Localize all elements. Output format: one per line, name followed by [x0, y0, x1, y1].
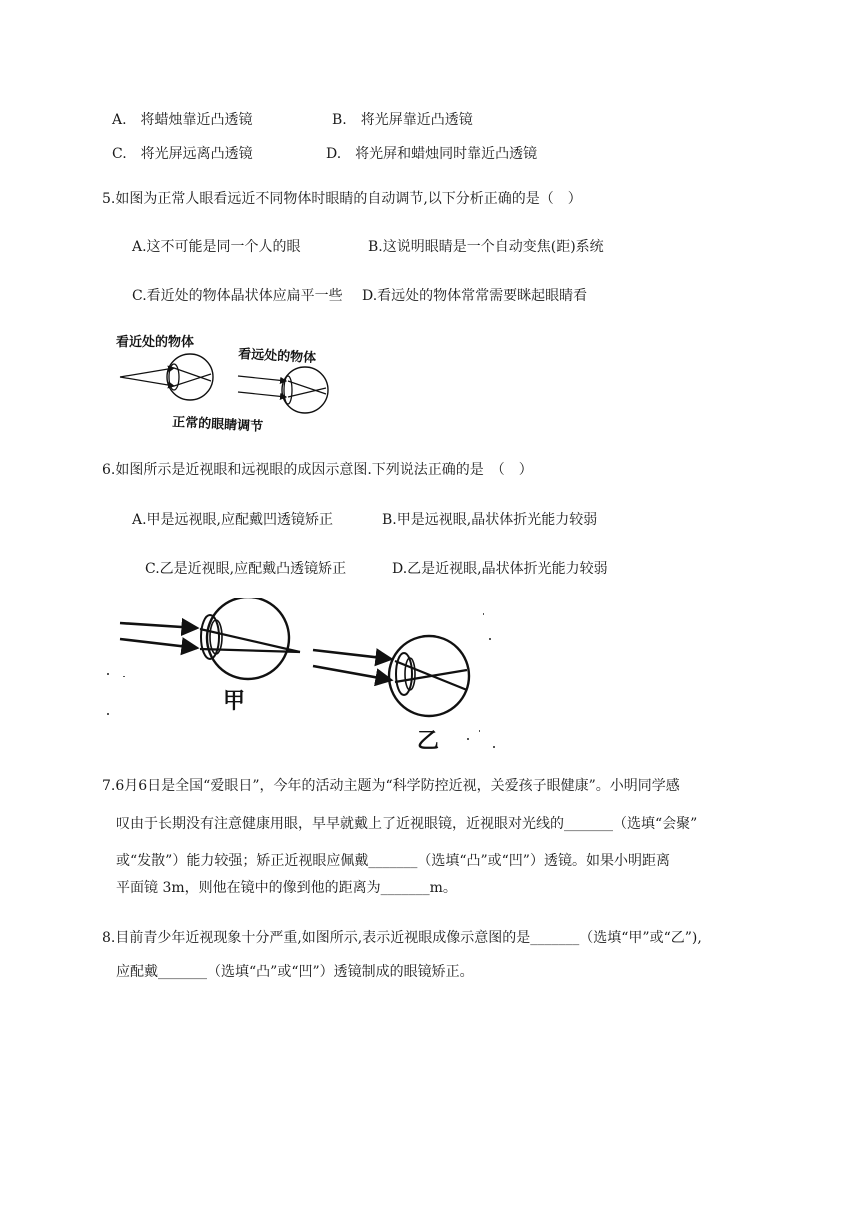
- label-jia: 甲: [223, 689, 246, 714]
- q4-option-a: A. 将蜡烛靠近凸透镜: [112, 112, 253, 128]
- q7-line-4: 平面镜 3m，则他在镜中的像到他的距离为_______m。: [116, 880, 457, 896]
- q6-option-b: B.甲是远视眼,晶状体折光能力较弱: [382, 512, 598, 528]
- q8-line-1: 8.目前青少年近视现象十分严重,如图所示,表示近视眼成像示意图的是_______（选填“甲”或“乙”),: [102, 930, 702, 946]
- q5-option-d: D.看远处的物体常常需要眯起眼睛看: [362, 288, 588, 304]
- figure-caption: 正常的眼睛调节: [171, 415, 264, 435]
- near-eye-diagram: [120, 354, 213, 400]
- far-object-label: 看远处的物体: [237, 347, 317, 367]
- q5-option-c: C.看近处的物体晶状体应扁平一些: [132, 288, 343, 304]
- q4-option-d: D. 将光屏和蜡烛同时靠近凸透镜: [326, 146, 538, 162]
- q7-line-2: 叹由于长期没有注意健康用眼，早早就戴上了近视眼镜，近视眼对光线的_______（选填“会聚”: [116, 816, 698, 832]
- q8-line-2: 应配戴_______（选填“凸”或“凹”）透镜制成的眼镜矫正。: [116, 964, 474, 980]
- eye-defect-figure: [105, 598, 505, 758]
- eye-accommodation-figure: [110, 326, 360, 441]
- q7-line-1: 7.6月6日是全国“爱眼日”，今年的活动主题为“科学防控近视，关爱孩子眼健康”。小明同学感: [102, 778, 680, 794]
- q6-option-a: A.甲是远视眼,应配戴凹透镜矫正: [132, 512, 334, 528]
- q5-option-b: B.这说明眼睛是一个自动变焦(距)系统: [368, 239, 604, 255]
- q6-stem: 6.如图所示是近视眼和远视眼的成因示意图.下列说法正确的是 （ ）: [102, 462, 533, 478]
- q6-option-d: D.乙是近视眼,晶状体折光能力较弱: [392, 561, 608, 577]
- q5-stem: 5.如图为正常人眼看远近不同物体时眼睛的自动调节,以下分析正确的是（ ）: [102, 191, 582, 207]
- q4-option-c: C. 将光屏远离凸透镜: [112, 146, 253, 162]
- scan-specks: [107, 613, 495, 748]
- q6-option-c: C.乙是近视眼,应配戴凸透镜矫正: [145, 561, 347, 577]
- label-yi: 乙: [417, 729, 440, 754]
- near-object-label: 看近处的物体: [116, 335, 195, 350]
- far-eye-diagram: [238, 367, 328, 413]
- eye-yi-diagram: [313, 636, 469, 716]
- q4-option-b: B. 将光屏靠近凸透镜: [332, 112, 473, 128]
- eye-jia-diagram: [120, 598, 300, 679]
- q7-line-3: 或“发散”）能力较强；矫正近视眼应佩戴_______（选填“凸”或“凹”）透镜。如果小明距离: [116, 853, 670, 869]
- q5-option-a: A.这不可能是同一个人的眼: [132, 239, 301, 255]
